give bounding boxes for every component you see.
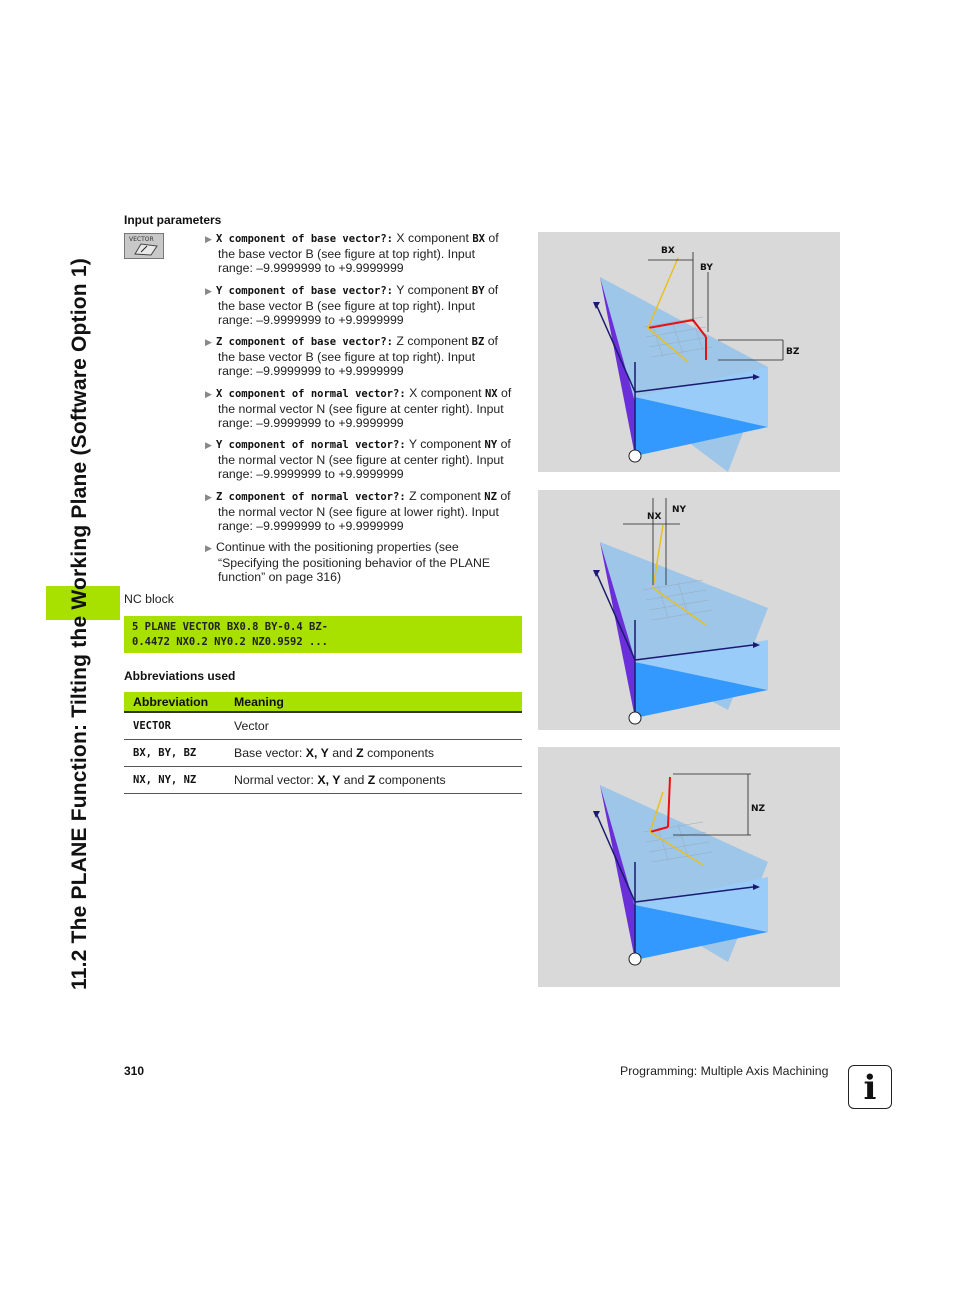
- param-symbol: NZ: [484, 491, 497, 503]
- bullet-arrow-icon: ▶: [205, 492, 212, 502]
- nc-block-box: [124, 616, 522, 653]
- continue-line: “Specifying the positioning behavior of the PLANE: [218, 555, 491, 570]
- param-range: range: –9.9999999 to +9.9999999: [218, 467, 404, 482]
- table-header: Meaning: [225, 692, 522, 712]
- figure-label-by: BY: [700, 263, 713, 273]
- param-prompt: X component of base vector?:: [216, 233, 394, 245]
- figure-normal-vector-z-drawing: [538, 747, 840, 987]
- param-desc: the base vector B (see figure at top right). Input: [218, 349, 476, 364]
- param-bz: [205, 334, 523, 379]
- table-header: Abbreviation: [124, 692, 225, 712]
- figure-label-bx: BX: [661, 246, 675, 256]
- abbreviations-heading: Abbreviations used: [124, 669, 236, 683]
- nc-line-2: 0.4472 NX0.2 NY0.2 NZ0.9592 ...: [132, 636, 328, 648]
- vector-softkey-button[interactable]: [124, 233, 164, 259]
- bullet-arrow-icon: ▶: [205, 286, 212, 296]
- meaning-text: components: [363, 746, 435, 760]
- param-text: Y component: [393, 283, 472, 297]
- meaning-text: components: [375, 773, 446, 787]
- meaning-bold: X, Y: [305, 746, 329, 760]
- param-ny: [205, 437, 523, 482]
- param-symbol: NY: [484, 439, 498, 451]
- figure-normal-vector-xy-drawing: [538, 490, 840, 730]
- param-text: of: [496, 489, 511, 503]
- meaning-cell: [225, 767, 522, 794]
- param-symbol: BX: [472, 233, 485, 245]
- param-range: range: –9.9999999 to +9.9999999: [218, 364, 404, 379]
- param-text: Y component: [405, 437, 485, 451]
- param-range: range: –9.9999999 to +9.9999999: [218, 261, 404, 276]
- bullet-arrow-icon: ▶: [205, 543, 212, 553]
- param-symbol: BY: [471, 285, 485, 297]
- param-prompt: Z component of normal vector?:: [216, 491, 406, 503]
- param-desc: the normal vector N (see figure at lower right). Input: [218, 504, 499, 519]
- param-text: of: [484, 231, 499, 245]
- meaning-text: and: [328, 746, 357, 760]
- param-text: of: [497, 386, 512, 400]
- continue-line: Continue with the positioning properties (see: [216, 540, 459, 554]
- param-bx: [205, 231, 523, 276]
- param-range: range: –9.9999999 to +9.9999999: [218, 416, 404, 431]
- softkey-label: VECTOR: [129, 236, 154, 243]
- param-prompt: Y component of base vector?:: [216, 285, 394, 297]
- meaning-cell: Vector: [225, 712, 522, 740]
- meaning-text: Normal vector:: [234, 773, 318, 787]
- param-range: range: –9.9999999 to +9.9999999: [218, 313, 404, 328]
- param-text: X component: [405, 386, 485, 400]
- info-icon: i: [848, 1065, 892, 1109]
- param-desc: the normal vector N (see figure at center right). Input: [218, 401, 504, 416]
- abbr-cell: VECTOR: [124, 712, 225, 740]
- meaning-text: Base vector:: [234, 746, 306, 760]
- table-row: [124, 740, 522, 767]
- abbr-cell: BX, BY, BZ: [124, 740, 225, 767]
- figure-label-nx: NX: [647, 512, 662, 522]
- param-nx: [205, 386, 523, 431]
- meaning-text: and: [340, 773, 368, 787]
- figure-normal-vector-xy: [538, 490, 840, 730]
- continue-line: function” on page 316): [218, 570, 342, 585]
- param-text: Z component: [393, 334, 472, 348]
- figure-label-bz: BZ: [786, 347, 800, 357]
- param-text: of: [484, 283, 499, 297]
- meaning-cell: [225, 740, 522, 767]
- param-symbol: NX: [484, 388, 498, 400]
- param-prompt: Z component of base vector?:: [216, 336, 394, 348]
- meaning-bold: Z: [367, 773, 376, 787]
- side-chapter-title: 11.2 The PLANE Function: Tilting the Working Plane (Software Option 1): [68, 258, 91, 990]
- param-by: [205, 283, 523, 328]
- continue-note: [205, 540, 523, 585]
- bullet-arrow-icon: ▶: [205, 389, 212, 399]
- param-text: of: [484, 334, 498, 348]
- abbr-cell: NX, NY, NZ: [124, 767, 225, 794]
- bullet-arrow-icon: ▶: [205, 234, 212, 244]
- page-number: 310: [124, 1064, 145, 1078]
- param-text: of: [497, 437, 511, 451]
- param-prompt: Y component of normal vector?:: [216, 439, 406, 451]
- param-nz: [205, 489, 523, 534]
- figure-label-ny: NY: [672, 505, 687, 515]
- meaning-bold: Z: [356, 746, 364, 760]
- nc-line-1: 5 PLANE VECTOR BX0.8 BY-0.4 BZ-: [132, 621, 328, 633]
- param-range: range: –9.9999999 to +9.9999999: [218, 519, 404, 534]
- figure-base-vector: [538, 232, 840, 472]
- param-prompt: X component of normal vector?:: [216, 388, 406, 400]
- param-symbol: BZ: [471, 336, 485, 348]
- figure-label-nz: NZ: [751, 804, 766, 814]
- figure-normal-vector-z: [538, 747, 840, 987]
- footer-chapter-title: Programming: Multiple Axis Machining: [620, 1064, 829, 1078]
- vector-softkey-icon: [133, 242, 159, 256]
- param-text: X component: [393, 231, 473, 245]
- param-text: Z component: [405, 489, 485, 503]
- input-parameters-heading: Input parameters: [124, 213, 222, 227]
- nc-block-label: NC block: [124, 592, 174, 606]
- bullet-arrow-icon: ▶: [205, 337, 212, 347]
- meaning-bold: X, Y: [317, 773, 341, 787]
- abbreviations-table: [124, 692, 522, 794]
- figure-base-vector-drawing: [538, 232, 840, 472]
- param-desc: the base vector B (see figure at top right). Input: [218, 246, 476, 261]
- table-header-row: [124, 692, 522, 712]
- param-desc: the normal vector N (see figure at center right). Input: [218, 452, 504, 467]
- table-row: [124, 712, 522, 740]
- bullet-arrow-icon: ▶: [205, 440, 212, 450]
- param-desc: the base vector B (see figure at top right). Input: [218, 298, 476, 313]
- table-row: [124, 767, 522, 794]
